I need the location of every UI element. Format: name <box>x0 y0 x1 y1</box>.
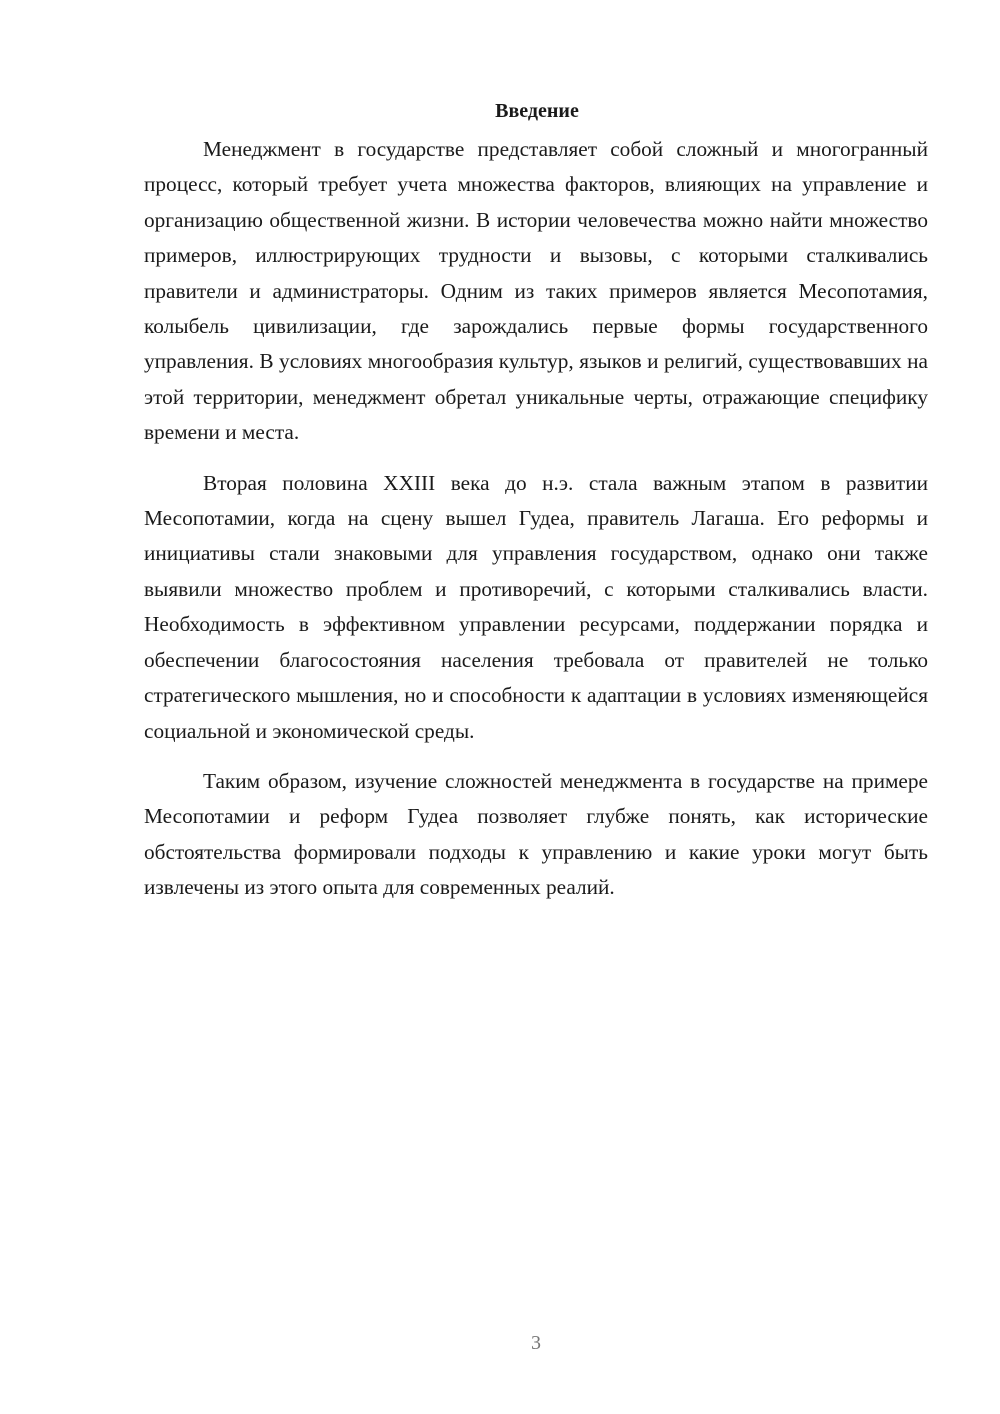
paragraph-1: Менеджмент в государстве представляет собой сложный и многогранный процесс, который требует учета множества факторов, влияющих на управление и организацию общественной жизни. В истории человечества можно найти множество примеров, иллюстрирующих трудности и вызовы, с которыми сталкивались правители и администраторы. Одним из таких примеров является Месопотамия, колыбель цивилизации, где зарождались первые формы государственного управления. В условиях многообразия культур, языков и религий, существовавших на этой территории, менеджмент обретал уникальные черты, отражающие специфику времени и места. <box>144 137 928 445</box>
paragraph-2: Вторая половина XXIII века до н.э. стала важным этапом в развитии Месопотамии, когда на сцену вышел Гудеа, правитель Лагаша. Его реформы и инициативы стали знаковыми для управления государством, однако они также выявили множество проблем и противоречий, с которыми сталкивались власти. Необходимость в эффективном управлении ресурсами, поддержании порядка и обеспечении благосостояния населения требовала от правителей не только стратегического мышления, но и способности к адаптации в условиях изменяющейся социальной и экономической среды. <box>144 470 928 743</box>
page-content <box>144 96 928 921</box>
page-number: 3 <box>531 1332 541 1354</box>
section-heading: Введение <box>495 100 579 122</box>
paragraph-3: Таким образом, изучение сложностей менеджмента в государстве на примере Месопотамии и реформ Гудеа позволяет глубже понять, как исторические обстоятельства формировали подходы к управлению и какие уроки могут быть извлечены из этого опыта для современных реалий. <box>144 768 928 900</box>
